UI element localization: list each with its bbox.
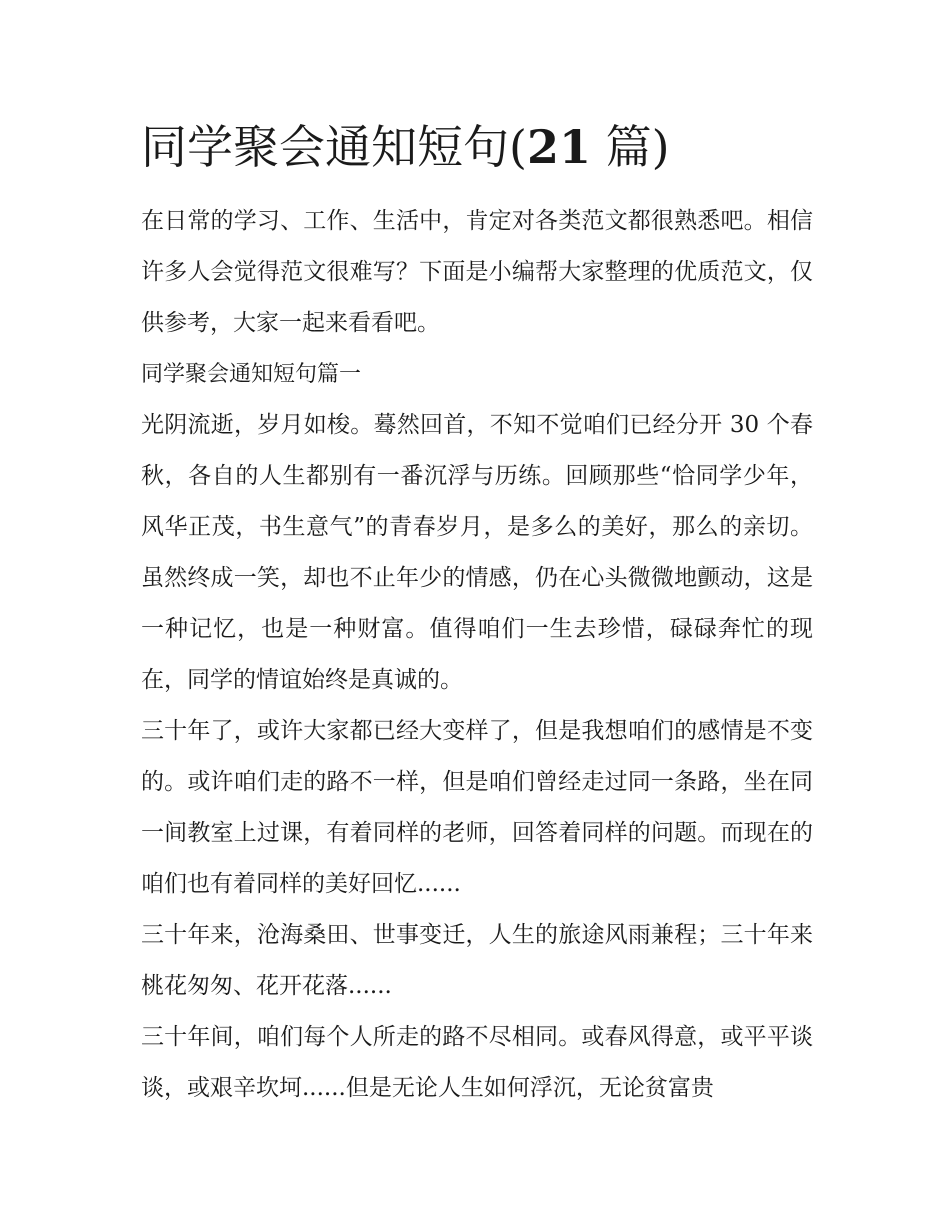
body-paragraph-3: 三十年来，沧海桑田、世事变迁，人生的旅途风雨兼程；三十年来桃花匆匆、花开花落...... (141, 922, 813, 999)
intro-paragraph: 在日常的学习、工作、生活中，肯定对各类范文都很熟悉吧。相信许多人会觉得范文很难写？下面是小编帮大家整理的优质范文，仅供参考，大家一起来看看吧。 (141, 208, 813, 336)
body-paragraph-4: 三十年间，咱们每个人所走的路不尽相同。或春风得意，或平平谈谈，或艰辛坎坷......但是无论人生如何浮沉，无论贫富贵 (141, 1024, 813, 1101)
title-number: 21 (526, 120, 591, 174)
document-content (141, 112, 813, 1114)
body-paragraph-1: 光阴流逝，岁月如梭。蓦然回首，不知不觉咱们已经分开 30 个春秋，各自的人生都别有一番沉浮与历练。回顾那些“恰同学少年，风华正茂，书生意气”的青春岁月，是多么的美好，那么的亲切。虽然终成一笑，却也不止年少的情感，仍在心头微微地颤动，这是一种记忆，也是一种财富。值得咱们一生去珍惜，碌碌奔忙的现在，同学的情谊始终是真诚的。 (141, 412, 813, 693)
title-prefix: 同学聚会通知短句( (141, 120, 527, 174)
body-paragraph-2: 三十年了，或许大家都已经大变样了，但是我想咱们的感情是不变的。或许咱们走的路不一样，但是咱们曾经走过同一条路，坐在同一间教室上过课，有着同样的老师，回答着同样的问题。而现在的咱们也有着同样的美好回忆...... (141, 718, 813, 897)
document-title (141, 112, 813, 182)
title-suffix: 篇) (590, 120, 670, 174)
section-heading: 同学聚会通知短句篇一 (141, 362, 362, 387)
document-body (141, 196, 813, 1114)
